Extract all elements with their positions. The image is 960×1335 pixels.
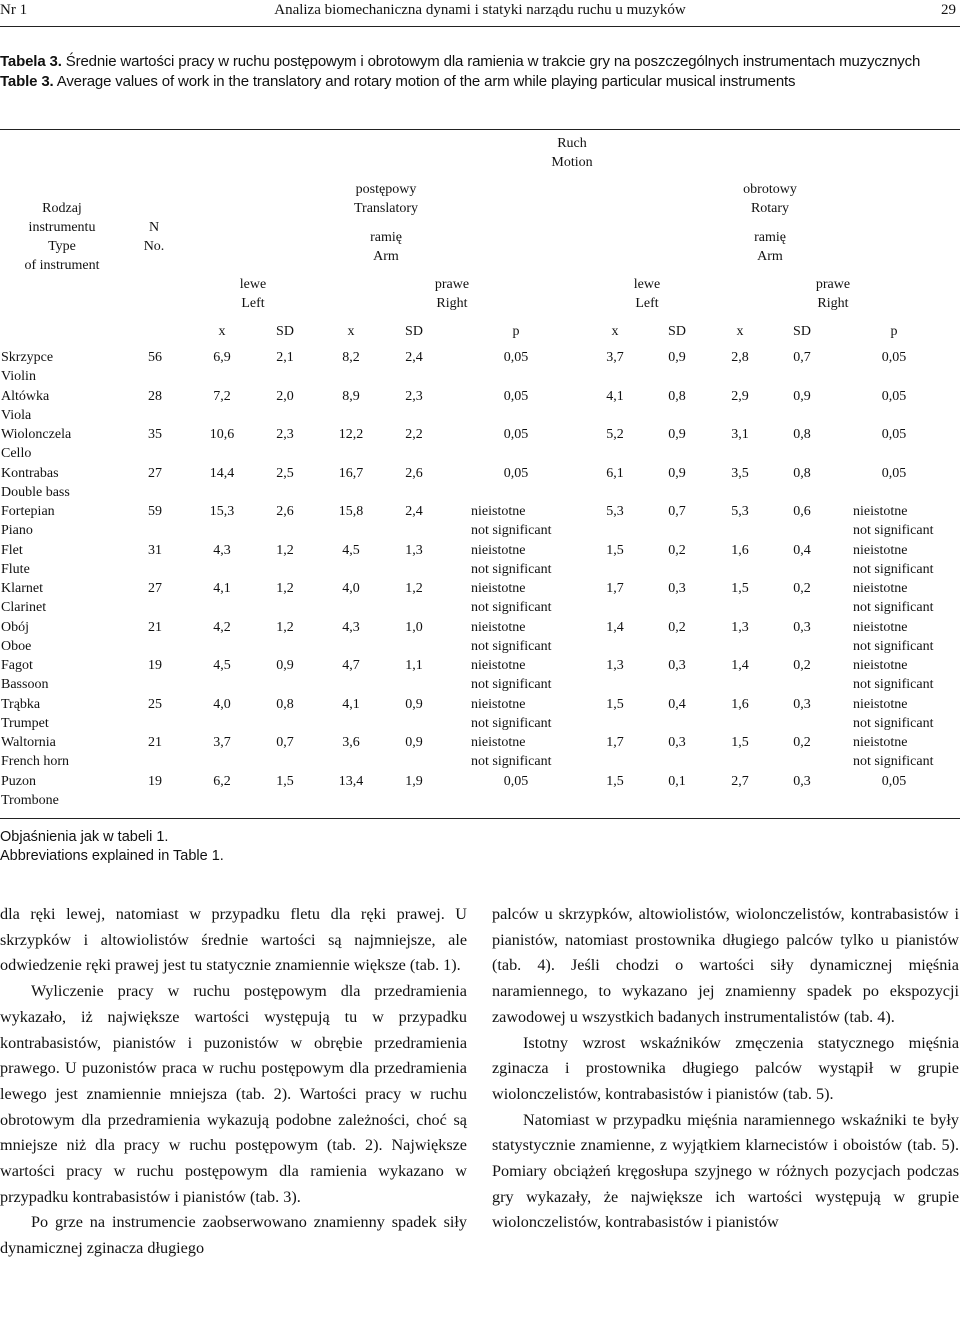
body-paragraph: palców u skrzypków, altowiolistów, wiolonczelistów, kontrabasistów i pianistów, natomiast prostownika długiego palców tylko u pianistów (tab. 4). Jeśli chodzi o wartości siły dynamicznej mięśnia naramiennego, to wykazano jej znamienny spadek po ekspozycji zawodowej u wszystkich badanych instrumentalistów (tab. 4). (492, 905, 959, 1026)
instrument-name-pl: Flet (1, 542, 23, 558)
cell-p-translatory: nieistotne not significant (471, 658, 552, 692)
instrument-name-pl: Kontrabas (1, 465, 59, 481)
cell-translatory-value: 4,3 (213, 542, 231, 558)
cell-rotary-value: 2,7 (731, 773, 749, 789)
cell-translatory-value: 6,2 (213, 773, 231, 789)
table-notes (0, 828, 224, 866)
instrument-name-pl: Altówka (1, 388, 50, 404)
cell-rotary-value: 0,3 (793, 619, 811, 635)
cell-p-translatory: 0,05 (503, 350, 529, 365)
header-stat-x: x (611, 324, 619, 339)
body-column-left (0, 902, 467, 1262)
cell-translatory-value: 16,7 (338, 465, 364, 481)
cell-p-translatory: nieistotne not significant (471, 696, 552, 731)
cell-rotary-value: 0,2 (668, 619, 686, 635)
cell-rotary-value: 1,3 (606, 658, 624, 673)
header-stat-sd: SD (668, 324, 686, 339)
cell-rotary-value: 0,3 (793, 696, 811, 712)
cell-p-rotary: nieistotne not significant (853, 504, 934, 538)
header-stat-x: x (218, 324, 226, 339)
header-arm-rotary: ramię Arm (754, 230, 786, 264)
header-arm-translatory: ramię Arm (370, 230, 402, 264)
cell-n: 35 (148, 427, 162, 442)
cell-translatory-value: 8,9 (342, 388, 360, 404)
cell-n: 25 (148, 696, 162, 712)
cell-rotary-value: 0,2 (793, 658, 811, 673)
cell-translatory-value: 0,8 (276, 696, 294, 712)
cell-p-rotary: 0,05 (881, 773, 907, 789)
cell-rotary-value: 3,1 (731, 427, 749, 442)
cell-translatory-value: 2,4 (405, 504, 423, 519)
instrument-name-pl: Obój (1, 619, 29, 635)
cell-translatory-value: 3,7 (213, 735, 231, 750)
body-column-right (492, 902, 959, 1236)
instrument-name-pl: Trąbka (1, 696, 41, 712)
cell-n: 56 (148, 350, 162, 365)
cell-translatory-value: 2,0 (276, 388, 294, 404)
cell-p-translatory: 0,05 (503, 388, 529, 404)
instrument-name-en: Piano (1, 523, 33, 538)
cell-rotary-value: 0,7 (668, 504, 686, 519)
header-right-translatory: prawe Right (434, 277, 470, 311)
cell-n: 27 (148, 465, 162, 481)
cell-rotary-value: 1,5 (606, 542, 624, 558)
cell-rotary-value: 0,3 (668, 581, 686, 596)
cell-translatory-value: 1,0 (405, 619, 423, 635)
cell-translatory-value: 1,2 (276, 581, 294, 596)
instrument-name-pl: Fagot (1, 658, 33, 673)
header-translatory: postępowy Translatory (353, 182, 419, 216)
cell-translatory-value: 8,2 (342, 350, 360, 365)
cell-translatory-value: 0,9 (276, 658, 294, 673)
cell-translatory-value: 4,2 (213, 619, 231, 635)
cell-rotary-value: 1,6 (731, 696, 749, 712)
cell-p-rotary: nieistotne not significant (853, 658, 934, 692)
header-right-rotary: prawe Right (815, 277, 851, 311)
instrument-name-en: Bassoon (1, 677, 49, 692)
cell-n: 21 (148, 735, 162, 750)
cell-translatory-value: 0,9 (405, 735, 423, 750)
cell-translatory-value: 1,5 (276, 773, 294, 789)
cell-translatory-value: 4,0 (342, 581, 360, 596)
cell-translatory-value: 4,5 (342, 542, 360, 558)
instrument-name-en: Trombone (1, 792, 59, 808)
cell-translatory-value: 1,2 (405, 581, 423, 596)
cell-p-rotary: 0,05 (881, 427, 907, 442)
note-polish: Objaśnienia jak w tabeli 1. (0, 829, 169, 845)
cell-translatory-value: 1,2 (276, 619, 294, 635)
cell-rotary-value: 0,8 (793, 427, 811, 442)
instrument-name-pl: Klarnet (1, 581, 43, 596)
cell-translatory-value: 2,4 (405, 350, 423, 365)
cell-rotary-value: 0,9 (668, 350, 686, 365)
cell-rotary-value: 1,6 (731, 542, 749, 558)
cell-translatory-value: 15,8 (338, 504, 364, 519)
instrument-name-en: Double bass (1, 484, 70, 500)
cell-translatory-value: 2,3 (405, 388, 423, 404)
cell-rotary-value: 1,5 (731, 735, 749, 750)
running-title: Analiza biomechaniczna dynami i statyki narządu ruchu u muzyków (274, 2, 686, 18)
header-stat-p: p (512, 324, 520, 339)
cell-rotary-value: 0,4 (668, 696, 686, 712)
cell-translatory-value: 2,6 (276, 504, 294, 519)
cell-rotary-value: 0,9 (793, 388, 811, 404)
caption-polish-text: Średnie wartości pracy w ruchu postępowym i obrotowym dla ramienia w trakcie gry na poszczególnych instrumentach muzycznych (61, 53, 921, 70)
instrument-name-en: Violin (1, 369, 36, 384)
cell-rotary-value: 0,3 (668, 735, 686, 750)
cell-p-rotary: nieistotne not significant (853, 581, 934, 615)
instrument-name-en: Flute (1, 561, 30, 577)
cell-p-rotary: nieistotne not significant (853, 696, 934, 731)
instrument-name-en: Trumpet (1, 715, 49, 731)
cell-rotary-value: 0,8 (668, 388, 686, 404)
cell-rotary-value: 1,5 (606, 773, 624, 789)
header-stat-sd: SD (793, 324, 811, 339)
cell-p-translatory: 0,05 (503, 773, 529, 789)
header-n: N No. (143, 220, 165, 254)
instrument-name-pl: Fortepian (1, 504, 55, 519)
header-stat-x: x (736, 324, 744, 339)
cell-rotary-value: 0,7 (793, 350, 811, 365)
cell-translatory-value: 3,6 (342, 735, 360, 750)
cell-rotary-value: 0,2 (668, 542, 686, 558)
cell-translatory-value: 1,3 (405, 542, 423, 558)
table-bottom-rule (0, 818, 960, 819)
cell-rotary-value: 1,7 (606, 581, 624, 596)
cell-translatory-value: 13,4 (338, 773, 364, 789)
cell-rotary-value: 1,4 (731, 658, 749, 673)
caption-polish-label: Tabela 3. (0, 53, 62, 70)
cell-p-translatory: nieistotne not significant (471, 581, 552, 615)
cell-translatory-value: 2,3 (276, 427, 294, 442)
cell-translatory-value: 15,3 (209, 504, 235, 519)
instrument-name-en: Viola (1, 407, 32, 423)
cell-n: 19 (148, 658, 162, 673)
header-stat-p: p (890, 324, 898, 339)
cell-rotary-value: 1,5 (731, 581, 749, 596)
cell-rotary-value: 1,4 (606, 619, 624, 635)
instrument-name-en: Cello (1, 446, 32, 461)
cell-rotary-value: 0,3 (668, 658, 686, 673)
header-left-rotary: lewe Left (633, 277, 661, 311)
cell-translatory-value: 0,9 (405, 696, 423, 712)
cell-translatory-value: 2,1 (276, 350, 294, 365)
cell-rotary-value: 2,8 (731, 350, 749, 365)
cell-rotary-value: 1,7 (606, 735, 624, 750)
body-paragraph: Po grze na instrumencie zaobserwowano znamienny spadek siły dynamicznej zginacza długiego (0, 1213, 467, 1258)
page-number: 29 (941, 2, 956, 18)
header-stat-x: x (347, 324, 355, 339)
cell-translatory-value: 4,5 (213, 658, 231, 673)
cell-p-translatory: nieistotne not significant (471, 542, 552, 577)
cell-p-rotary: 0,05 (881, 350, 907, 365)
body-paragraph: dla ręki lewej, natomiast w przypadku fletu dla ręki prawej. U skrzypków i altowiolistów średnie wartości są najmniejsze, ale odwiedzenie ręki prawej jest tu statycznie znamiennie większe (tab. 1). (0, 905, 467, 975)
cell-translatory-value: 2,6 (405, 465, 423, 481)
cell-translatory-value: 14,4 (209, 465, 235, 481)
cell-rotary-value: 4,1 (606, 388, 624, 404)
cell-n: 28 (148, 388, 162, 404)
cell-p-rotary: nieistotne not significant (853, 542, 934, 577)
cell-n: 31 (148, 542, 162, 558)
body-paragraph: Natomiast w przypadku mięśnia naramiennego wskaźniki te były statystycznie znamienne, z wyjątkiem klarnecistów i oboistów (tab. 5). Pomiary obciążeń kręgosłupa szyjnego w różnych pozycjach podczas gry wykazały, że największe ich wartości występują w grupie wiolonczelistów, kontrabasistów i pianistów (492, 1110, 959, 1232)
body-paragraph: Wyliczenie pracy w ruchu postępowym dla przedramienia wykazało, iż największe wartości występują tu w przypadku kontrabasistów, pianistów i puzonistów w obrębie przedramienia prawego. U puzonistów praca w ruchu postępowym dla przedramienia lewego jest znamiennie mniejsza (tab. 2). Wartości pracy w ruchu obrotowym dla przedramienia wykazują podobne zależności, choć są mniejsze niż dla pracy w ruchu postępowym (tab. 2). Największe wartości pracy w ruchu postępowym dla ramienia wykazano w przypadku kontrabasistów i pianistów (tab. 3). (0, 982, 467, 1206)
cell-rotary-value: 3,5 (731, 465, 749, 481)
cell-p-translatory: 0,05 (503, 465, 529, 481)
cell-n: 59 (148, 504, 162, 519)
cell-rotary-value: 0,3 (793, 773, 811, 789)
cell-rotary-value: 5,2 (606, 427, 624, 442)
cell-translatory-value: 12,2 (338, 427, 364, 442)
cell-translatory-value: 6,9 (213, 350, 231, 365)
cell-translatory-value: 1,2 (276, 542, 294, 558)
header-rotary: obrotowy Rotary (743, 182, 797, 216)
header-left-translatory: lewe Left (239, 277, 267, 311)
cell-rotary-value: 0,6 (793, 504, 811, 519)
cell-translatory-value: 10,6 (209, 427, 235, 442)
cell-p-rotary: nieistotne not significant (853, 619, 934, 654)
cell-rotary-value: 0,9 (668, 427, 686, 442)
cell-translatory-value: 7,2 (213, 388, 231, 404)
instrument-name-pl: Waltornia (1, 735, 56, 750)
cell-p-translatory: nieistotne not significant (471, 504, 552, 538)
caption-english-label: Table 3. (0, 72, 54, 90)
cell-n: 21 (148, 619, 162, 635)
caption-english-text: Average values of work in the translatory and rotary motion of the arm while playing particular musical instruments (53, 72, 796, 90)
cell-translatory-value: 2,2 (405, 427, 423, 442)
cell-rotary-value: 0,9 (668, 465, 686, 481)
cell-rotary-value: 0,4 (793, 542, 811, 558)
cell-rotary-value: 0,2 (793, 581, 811, 596)
cell-translatory-value: 4,7 (342, 658, 360, 673)
cell-p-translatory: nieistotne not significant (471, 735, 552, 769)
cell-translatory-value: 1,9 (405, 773, 423, 789)
instrument-name-pl: Wiolonczela (1, 427, 72, 442)
instrument-name-en: French horn (1, 754, 70, 769)
journal-issue: Nr 1 (0, 2, 28, 18)
cell-n: 19 (148, 773, 162, 789)
cell-rotary-value: 3,7 (606, 350, 624, 365)
cell-translatory-value: 1,1 (405, 658, 423, 673)
cell-translatory-value: 0,7 (276, 735, 294, 750)
cell-p-rotary: 0,05 (881, 465, 907, 481)
cell-rotary-value: 1,3 (731, 619, 749, 635)
cell-translatory-value: 4,1 (213, 581, 231, 596)
cell-translatory-value: 4,3 (342, 619, 360, 635)
header-stat-sd: SD (276, 324, 294, 339)
cell-rotary-value: 5,3 (731, 504, 749, 519)
cell-rotary-value: 6,1 (606, 465, 624, 481)
cell-p-translatory: nieistotne not significant (471, 619, 552, 654)
body-paragraph: Istotny wzrost wskaźników zmęczenia statycznego mięśnia zginacza i prostownika długiego palców wystąpił w grupie wiolonczelistów, kontrabasistów i pianistów (tab. 5). (492, 1033, 959, 1103)
instrument-name-pl: Puzon (1, 773, 36, 789)
cell-rotary-value: 0,2 (793, 735, 811, 750)
cell-rotary-value: 2,9 (731, 388, 749, 404)
cell-p-rotary: nieistotne not significant (853, 735, 934, 769)
note-english: Abbreviations explained in Table 1. (0, 848, 224, 864)
cell-p-translatory: 0,05 (503, 427, 529, 442)
cell-translatory-value: 2,5 (276, 465, 294, 481)
header-stat-sd: SD (405, 324, 423, 339)
cell-n: 27 (148, 581, 162, 596)
cell-rotary-value: 1,5 (606, 696, 624, 712)
cell-translatory-value: 4,1 (342, 696, 360, 712)
instrument-name-en: Clarinet (1, 600, 47, 615)
cell-rotary-value: 5,3 (606, 504, 624, 519)
header-motion: Ruch Motion (551, 136, 593, 170)
cell-translatory-value: 4,0 (213, 696, 231, 712)
cell-p-rotary: 0,05 (881, 388, 907, 404)
instrument-name-en: Oboe (1, 638, 32, 654)
cell-rotary-value: 0,1 (668, 773, 686, 789)
instrument-name-pl: Skrzypce (1, 350, 54, 365)
header-instrument: Rodzaj instrumentu Type of instrument (24, 201, 100, 273)
cell-rotary-value: 0,8 (793, 465, 811, 481)
